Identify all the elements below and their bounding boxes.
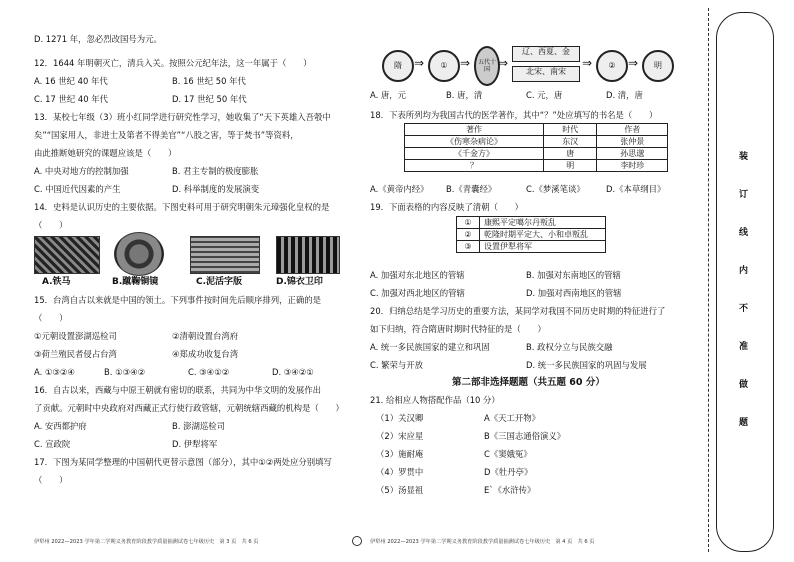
arrow-icon: ⇒ xyxy=(628,56,639,70)
q16-option-d: D. 伊犁将军 xyxy=(172,439,218,449)
q18-option-b: B.《青囊经》 xyxy=(446,184,497,194)
picture-caption-b: B.蹴鞠铜镜 xyxy=(112,277,159,287)
q20-option-a: A. 统一多民族国家的建立和巩固 xyxy=(370,342,490,352)
table-cell: 明 xyxy=(543,160,596,172)
q19-table xyxy=(456,216,606,253)
table-cell: 《千金方》 xyxy=(405,148,544,160)
dynasty-node-five-dynasties: 五代十国 xyxy=(474,46,500,86)
dynasty-node-sui: 隋 xyxy=(382,50,414,82)
binding-char: 题 xyxy=(739,418,749,428)
match-right-2: B《三国志通俗演义》 xyxy=(484,431,566,441)
q15-option-c: C. ③④①② xyxy=(188,367,230,377)
q18-option-a: A.《黄帝内经》 xyxy=(370,184,429,194)
q15-event-2: ②清朝设置台湾府 xyxy=(172,331,239,341)
q12-option-c: C. 17 世纪 40 年代 xyxy=(34,94,108,104)
q20-option-c: C. 繁荣与开放 xyxy=(370,360,424,370)
table-cell: 李时珍 xyxy=(597,160,668,172)
dynasty-box-song: 北宋、南宋 xyxy=(512,66,580,82)
table-row xyxy=(457,229,606,241)
binding-hole-icon xyxy=(352,536,362,546)
q16-option-a: A. 安西都护府 xyxy=(34,421,87,431)
q16-option-b: B. 澎湖巡检司 xyxy=(172,421,225,431)
q12-stem: 12．1644 年明朝灭亡，清兵入关。按照公元纪年法，这一年属于（ ） xyxy=(34,58,312,68)
table-cell: 康熙平定噶尔丹叛乱 xyxy=(480,217,606,229)
q17-option-a: A. 唐，元 xyxy=(370,90,407,100)
match-left-4: （4）罗贯中 xyxy=(376,467,424,477)
table-header: 著作 xyxy=(405,124,544,136)
q20-stem-line2: 如下归纳，符合隋唐时期时代特征的是（ ） xyxy=(370,324,546,334)
right-footer: 伊犁州 2022—2023 学年第二学期义务教育阶段教学质量抽测试卷七年级历史 第 4 页 共 6 页 xyxy=(370,539,595,545)
q20-option-b: B. 政权分立与民族交融 xyxy=(526,342,613,352)
q13-option-b: B. 君主专制的极度膨胀 xyxy=(172,166,259,176)
table-header: 时代 xyxy=(543,124,596,136)
q15-event-3: ③荷兰殖民者侵占台湾 xyxy=(34,349,117,359)
table-cell: ① xyxy=(457,217,480,229)
left-footer: 伊犁州 2022—2023 学年第二学期义务教育阶段教学质量抽测试卷七年级历史 第 3 页 共 6 页 xyxy=(34,539,259,545)
q19-option-c: C. 加强对西北地区的管辖 xyxy=(370,288,465,298)
clay-type-image xyxy=(190,236,260,274)
table-cell: 张仲景 xyxy=(597,136,668,148)
q19-option-a: A. 加强对东北地区的管辖 xyxy=(370,270,465,280)
q17-stem-line2: （ ） xyxy=(34,475,68,485)
q12-option-d: D. 17 世纪 50 年代 xyxy=(172,94,247,104)
q20-option-d: D. 统一多民族国家的巩固与发展 xyxy=(526,360,647,370)
arrow-icon: ⇒ xyxy=(582,56,593,70)
picture-caption-c: C.泥活字版 xyxy=(196,277,243,287)
binding-char: 内 xyxy=(739,266,749,276)
q17-option-c: C. 元，唐 xyxy=(526,90,563,100)
q16-stem-line1: 16．自古以来，西藏与中原王朝就有密切的联系，共同为中华文明的发展作出 xyxy=(34,385,322,395)
table-cell: 《伤寒杂病论》 xyxy=(405,136,544,148)
match-right-3: C《窦娥冤》 xyxy=(484,449,532,459)
picture-caption-d: D.锦衣卫印 xyxy=(276,277,323,287)
table-row xyxy=(405,148,668,160)
table-cell: 唐 xyxy=(543,148,596,160)
binding-char: 线 xyxy=(739,228,749,238)
match-right-1: A《天工开物》 xyxy=(484,413,540,423)
q18-stem: 18．下表所列均为我国古代的医学著作，其中“？”处应填写的书名是（ ） xyxy=(370,110,658,120)
q15-option-a: A. ①③②④ xyxy=(34,367,75,377)
match-left-1: （1）关汉卿 xyxy=(376,413,424,423)
binding-dashed-line xyxy=(708,8,709,552)
right-page xyxy=(362,0,692,562)
table-row xyxy=(457,241,606,253)
table-cell: 东汉 xyxy=(543,136,596,148)
q15-event-1: ①元朝设置澎湖巡检司 xyxy=(34,331,117,341)
q17-stem-line1: 17．下图为某同学整理的中国朝代更替示意图（部分），其中①②两处应分别填写 xyxy=(34,457,332,467)
q19-stem: 19．下面表格的内容反映了清朝（ ） xyxy=(370,202,524,212)
binding-char: 准 xyxy=(739,342,749,352)
q18-option-c: C.《梦溪笔谈》 xyxy=(526,184,585,194)
q19-option-d: D. 加强对西南地区的管辖 xyxy=(526,288,622,298)
table-cell: ③ xyxy=(457,241,480,253)
q15-event-4: ④郑成功收复台湾 xyxy=(172,349,239,359)
arrow-icon: ⇒ xyxy=(498,56,509,70)
q13-stem-line1: 13．某校七年级（3）班小红同学进行研究性学习，她收集了“天下英雄入吾彀中 xyxy=(34,112,331,122)
q13-stem-line2: 矣”“国家用人，非进士及第者不得美官”“八股之害，等于焚书”等资料， xyxy=(34,130,299,140)
table-row xyxy=(457,217,606,229)
table-cell: 孙思邈 xyxy=(597,148,668,160)
q15-stem-line2: （ ） xyxy=(34,313,68,323)
seal-image xyxy=(276,236,340,274)
q11-option-d: D. 1271 年，忽必烈改国号为元。 xyxy=(34,34,162,44)
bronze-mirror-image xyxy=(114,232,164,276)
q20-stem-line1: 20．归纳总结是学习历史的重要方法，某同学对我国不同历史时期的特征进行了 xyxy=(370,306,666,316)
binding-char: 订 xyxy=(739,190,749,200)
table-row xyxy=(405,160,668,172)
q21-stem: 21. 给相应人物搭配作品（10 分） xyxy=(370,395,500,405)
q13-stem-line3: 由此推断她研究的课题应该是（ ） xyxy=(34,148,177,158)
picture-caption-a: A.铁马 xyxy=(42,277,71,287)
match-left-5: （5）汤显祖 xyxy=(376,485,424,495)
q16-option-c: C. 宣政院 xyxy=(34,439,71,449)
table-cell: ② xyxy=(457,229,480,241)
dynasty-node-2: ② xyxy=(596,50,628,82)
match-right-4: D《牡丹亭》 xyxy=(484,467,533,477)
dynasty-node-ming: 明 xyxy=(642,50,674,82)
table-row xyxy=(405,136,668,148)
q16-stem-line2: 了贡献。元朝时中央政府对西藏正式行使行政管辖，元朝统辖西藏的机构是（ ） xyxy=(34,403,344,413)
binding-strip xyxy=(692,0,794,562)
q17-option-b: B. 唐，清 xyxy=(446,90,483,100)
left-page xyxy=(0,0,355,562)
dynasty-box-liao-xixia-jin: 辽、西夏、金 xyxy=(512,46,580,62)
q17-option-d: D. 清，唐 xyxy=(606,90,643,100)
section-title: 第二部非选择题题（共五题 60 分） xyxy=(452,377,605,388)
dynasty-node-1: ① xyxy=(428,50,460,82)
q19-option-b: B. 加强对东南地区的管辖 xyxy=(526,270,621,280)
table-cell: 乾隆时期平定大、小和卓叛乱 xyxy=(480,229,606,241)
q14-stem-line2: （ ） xyxy=(34,220,68,230)
binding-char: 装 xyxy=(739,152,749,162)
q12-option-b: B. 16 世纪 50 年代 xyxy=(172,76,246,86)
q18-option-d: D.《本草纲目》 xyxy=(606,184,666,194)
table-cell: ？ xyxy=(405,160,544,172)
arrow-icon: ⇒ xyxy=(414,56,425,70)
binding-char: 做 xyxy=(739,380,749,390)
q13-option-d: D. 科举制度的发展演变 xyxy=(172,184,260,194)
q15-stem-line1: 15．台湾自古以来就是中国的领土。下列事件按时间先后顺序排列，正确的是 xyxy=(34,295,322,305)
q18-table xyxy=(404,123,668,172)
q13-option-c: C. 中国近代因素的产生 xyxy=(34,184,121,194)
iron-horse-image xyxy=(34,236,100,274)
q15-option-d: D. ③④②① xyxy=(272,367,314,377)
table-header: 作者 xyxy=(597,124,668,136)
table-cell: 设置伊犁将军 xyxy=(480,241,606,253)
arrow-icon: ⇒ xyxy=(460,56,471,70)
match-left-3: （3）施耐庵 xyxy=(376,449,424,459)
match-left-2: （2）宋应星 xyxy=(376,431,424,441)
q14-stem-line1: 14．史料是认识历史的主要依据。下图史料可用于研究明朝朱元璋强化皇权的是 xyxy=(34,202,330,212)
q13-option-a: A. 中央对地方的控制加强 xyxy=(34,166,129,176)
binding-char: 不 xyxy=(739,304,749,314)
q12-option-a: A. 16 世纪 40 年代 xyxy=(34,76,108,86)
binding-frame xyxy=(716,12,774,552)
q15-option-b: B. ①③④② xyxy=(104,367,146,377)
match-right-5: E`《水浒传》 xyxy=(484,485,536,495)
